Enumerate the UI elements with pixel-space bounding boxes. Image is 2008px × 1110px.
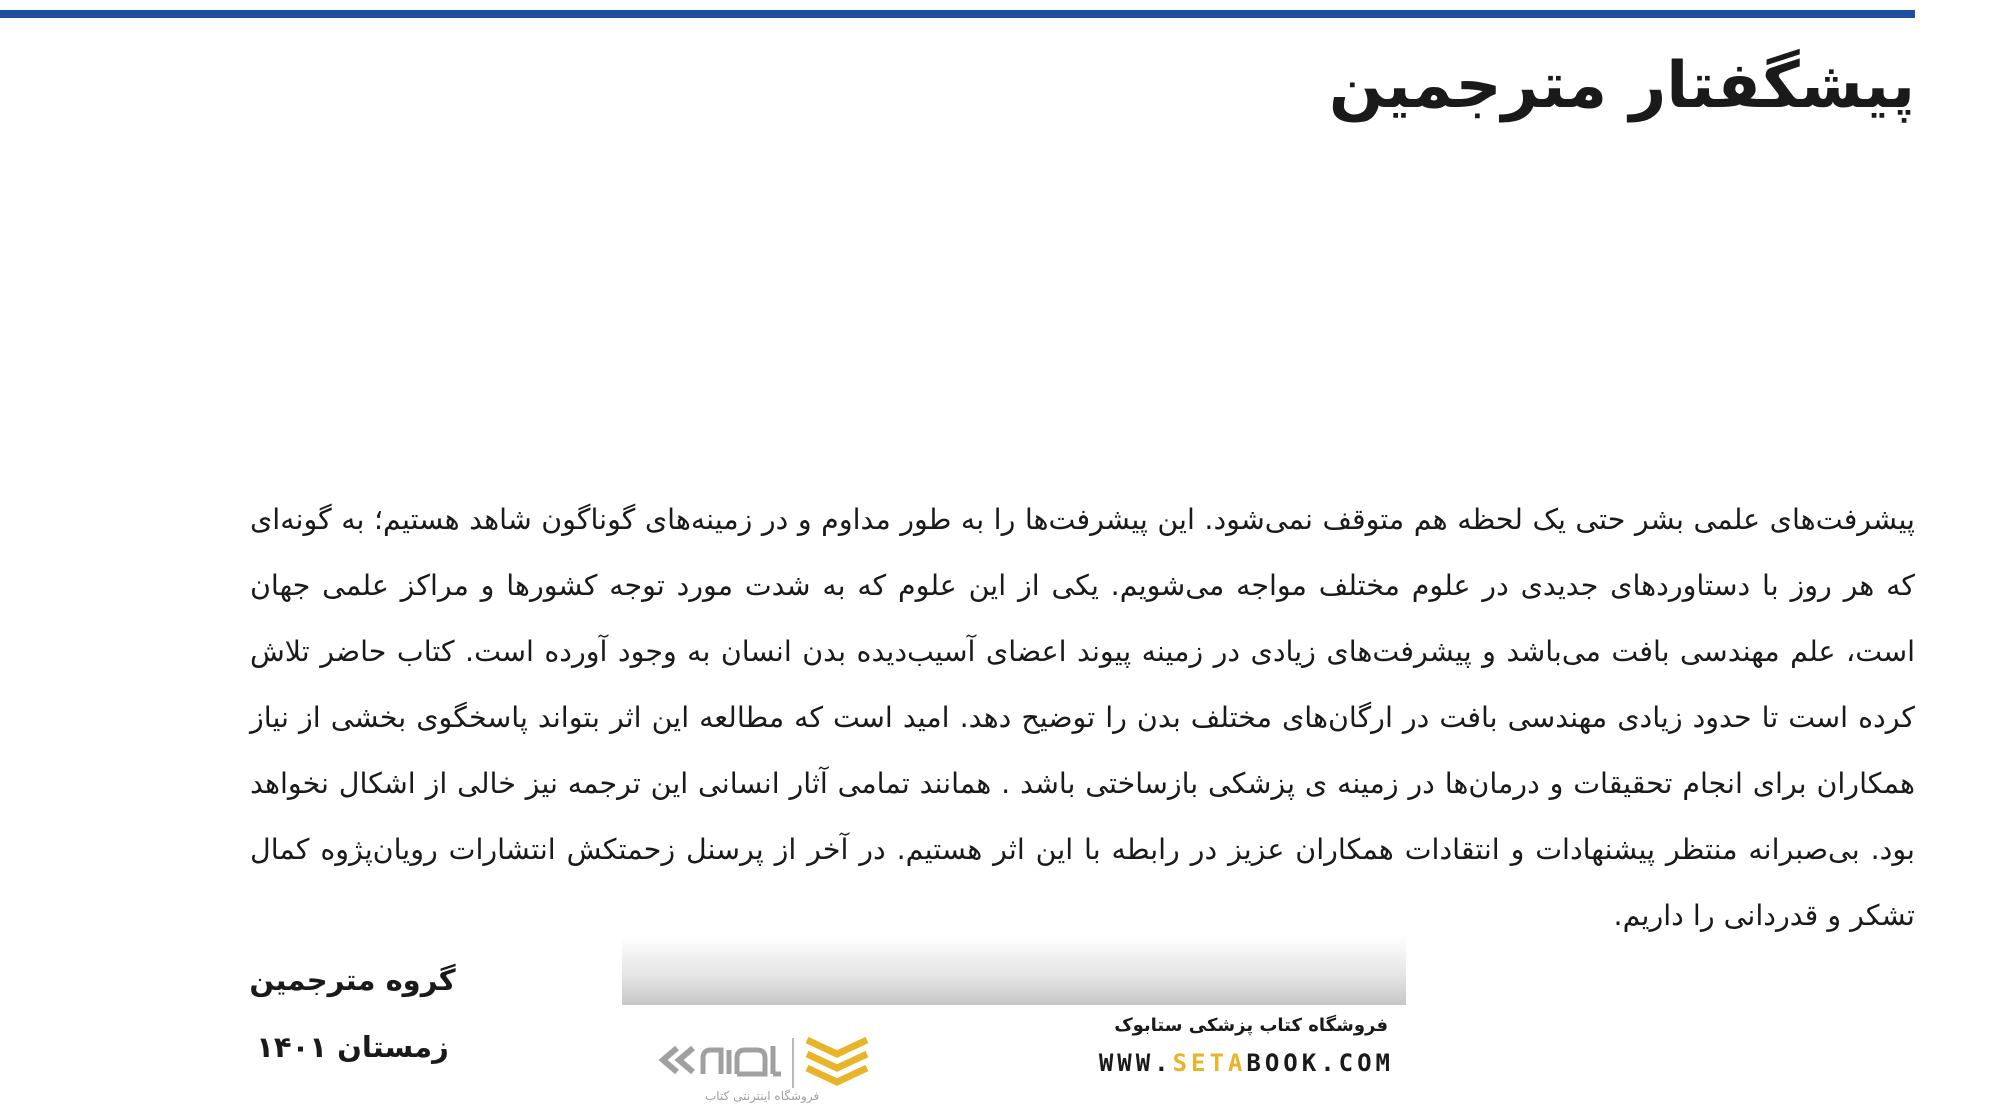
- signature-block: [240, 955, 465, 1072]
- signature-group-name: گروه مترجمین: [249, 963, 456, 997]
- setabook-logo: [659, 1030, 919, 1110]
- footer-banner: [622, 935, 1406, 1103]
- url-highlight: SETA: [1172, 1049, 1247, 1077]
- url-suffix: BOOK.COM: [1246, 1049, 1394, 1077]
- url-prefix: WWW.: [1098, 1049, 1173, 1077]
- footer-shadow: [622, 935, 1406, 1005]
- shop-name: فروشگاه کتاب پزشکی ستابوک: [1114, 1015, 1388, 1036]
- signature-date: زمستان ۱۴۰۱: [256, 1030, 449, 1064]
- shop-url: [1099, 1049, 1394, 1077]
- top-accent-rule: [0, 10, 1915, 18]
- page-title: پیشگفتار مترجمین: [1328, 49, 1915, 123]
- preface-paragraph: پیشرفت‌های علمی بشر حتی یک لحظه هم متوقف نمی‌شود. این پیشرفت‌ها را به طور مداوم و در زمینه‌های گوناگون شاهد هستیم؛ به گونه‌ای که هر روز با دستاوردهای جدیدی در علوم مختلف مواجه می‌شویم. یکی از این علوم که به شدت مورد توجه کشورها و مراکز علمی جهان است، علم مهندسی بافت می‌باشد و پیشرفت‌های زیادی در زمینه پیوند اعضای آسیب‌دیده بدن انسان به وجود آورده است. کتاب حاضر تلاش کرده است تا حدود زیادی مهندسی بافت در ارگان‌های مختلف بدن را توضیح دهد. امید است که مطالعه این اثر بتواند پاسخگوی بخشی از نیاز همکاران برای انجام تحقیقات و درمان‌ها در زمینه ی پزشکی بازساختی باشد . همانند تمامی آثار انسانی این ترجمه نیز خالی از اشکال نخواهد بود. بی‌صبرانه منتظر پیشنهادات و انتقادات همکاران عزیز در رابطه با این اثر هستیم. در آخر از پرسنل زحمتکش انتشارات رویان‌پژوه کمال تشکر و قدردانی را داریم.: [250, 503, 1915, 932]
- logo-tagline: فروشگاه اینترنتی کتاب: [705, 1089, 820, 1103]
